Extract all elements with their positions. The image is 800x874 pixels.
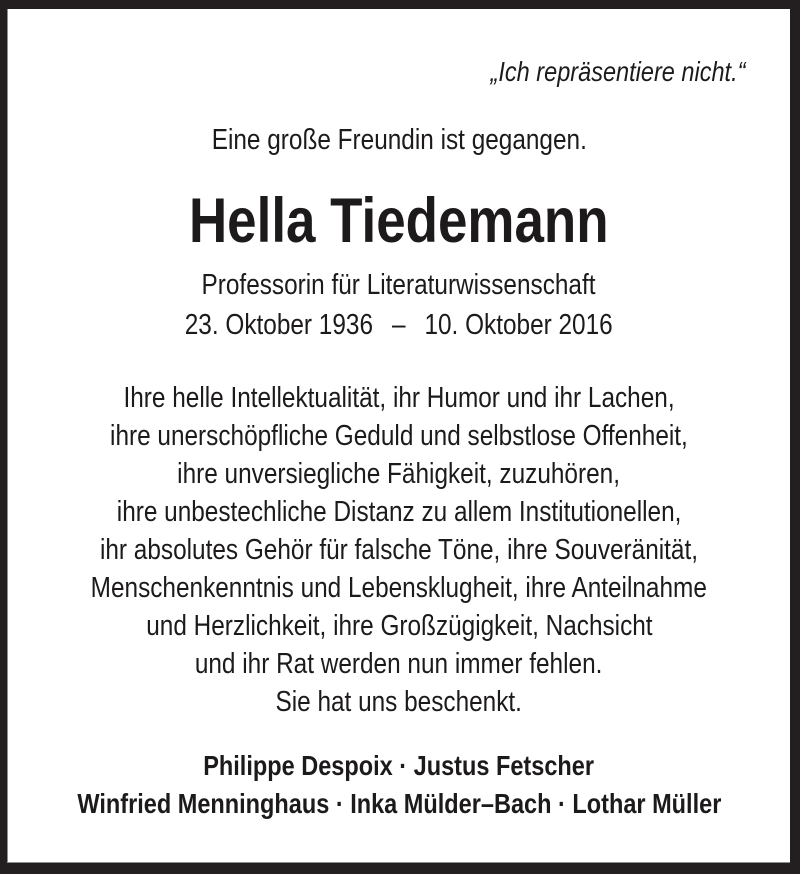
quote-row	[8, 55, 790, 89]
closing-line	[8, 683, 790, 721]
tribute-line	[8, 379, 790, 417]
tribute-line	[8, 607, 790, 645]
life-dates-text: 23. Oktober 1936 – 10. Oktober 2016	[185, 309, 613, 341]
notice-inner-area	[7, 9, 790, 863]
mourners-line	[8, 785, 790, 823]
tribute-paragraph	[8, 379, 790, 683]
deceased-name	[8, 187, 790, 255]
quote-text: „Ich repräsentiere nicht.“	[490, 56, 745, 87]
mourners-line	[8, 747, 790, 785]
tribute-line-text: ihre unbestechliche Distanz zu allem Institutionellen,	[116, 496, 682, 528]
mourners-line-text: Winfried Menninghaus · Inka Mülder–Bach · Lothar Müller	[76, 788, 722, 819]
intro-line	[8, 121, 790, 159]
tribute-line-text: Ihre helle Intellektualität, ihr Humor und ihr Lachen,	[123, 382, 675, 414]
tribute-line	[8, 493, 790, 531]
profession-text: Professorin für Literaturwissenschaft	[202, 269, 596, 301]
tribute-line	[8, 569, 790, 607]
tribute-line	[8, 455, 790, 493]
life-dates	[8, 307, 790, 343]
tribute-line	[8, 531, 790, 569]
tribute-line	[8, 417, 790, 455]
closing-text: Sie hat uns beschenkt.	[275, 686, 523, 718]
intro-text: Eine große Freundin ist gegangen.	[211, 124, 587, 156]
tribute-line-text: ihre unversiegliche Fähigkeit, zuzuhören,	[177, 458, 621, 490]
tribute-line-text: und ihr Rat werden nun immer fehlen.	[195, 648, 603, 680]
mourners-block	[8, 747, 790, 823]
tribute-line-text: ihr absolutes Gehör für falsche Töne, ihre Souveränität,	[99, 534, 699, 566]
tribute-line-text: ihre unerschöpfliche Geduld und selbstlose Offenheit,	[110, 420, 688, 452]
tribute-line-text: Menschenkenntnis und Lebensklugheit, ihre Anteilnahme	[90, 572, 708, 604]
mourners-line-text: Philippe Despoix · Justus Fetscher	[203, 750, 595, 781]
tribute-line-text: und Herzlichkeit, ihre Großzügigkeit, Nachsicht	[145, 610, 653, 642]
deceased-name-text: Hella Tiedemann	[189, 186, 609, 256]
tribute-line	[8, 645, 790, 683]
profession-line	[8, 267, 790, 303]
